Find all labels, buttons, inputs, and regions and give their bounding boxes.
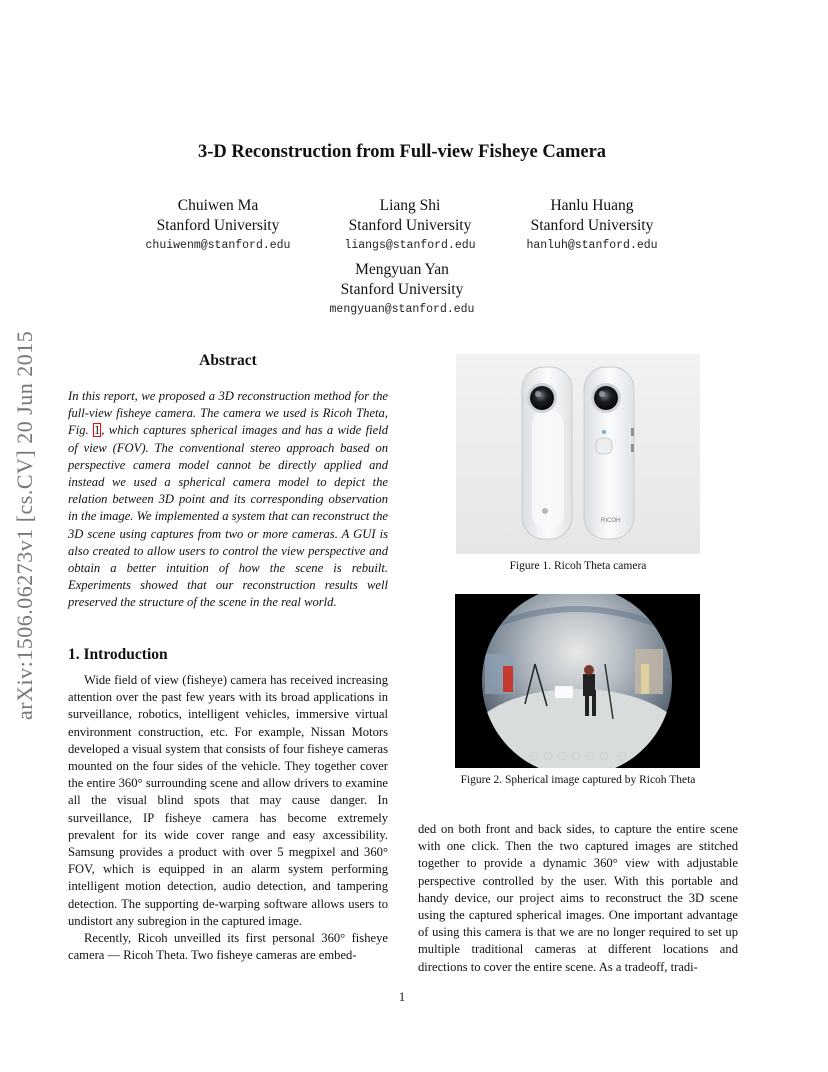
abstract-text-part: In this report, we proposed a 3D reconstruction method for the full-view fisheye camera. The camera we used is Ricoh Theta, Fig. [68,389,388,438]
introduction-left-column [68,672,388,964]
figure-2-caption: Figure 2. Spherical image captured by Ricoh Theta [460,774,696,786]
arxiv-stamp[interactable]: arXiv:1506.06273v1 [cs.CV] 20 Jun 2015 [12,330,37,720]
author-email[interactable]: hanluh@stanford.edu [526,239,658,252]
author-block [492,196,692,252]
author-affiliation: Stanford University [530,217,654,234]
author-block [302,260,502,316]
ricoh-theta-camera-illustration [456,354,700,554]
author-affiliation: Stanford University [156,217,280,234]
paper-title: 3-D Reconstruction from Full-view Fisheye Camera [197,142,607,162]
paragraph: ded on both front and back sides, to capture the entire scene with one click. Then the two captured images are stitched together to provide a dynamic 360° view with adjustable perspective controlled by the user. With this portable and handy device, our project aims to reconstruct the 3D scene using the captured spherical images. One important advantage of using this camera is that we are no longer required to set up multiple traditional cameras at different locations and directions to cover the entire scene. As a tradeoff, tradi- [418,822,738,974]
figure-1-camera-photo [456,354,700,554]
author-email[interactable]: liangs@stanford.edu [344,239,476,252]
introduction-right-column [418,821,738,976]
author-affiliation: Stanford University [340,281,464,298]
spherical-image-illustration [455,594,700,768]
author-name: Liang Shi [379,197,441,214]
abstract-text-part: , which captures spherical images and has a wide field of view (FOV). The conventional stereo approach based on perspective camera model cannot be directly applied and instead we used a spherical camera model to depict the relation between 3D point and its corresponding observation in the image. We implemented a system that can reconstruct the 3D scene using captures from two or more cameras. A GUI is also created to allow users to control the view perspective and obtain a better intuition of how the scene is rebuilt. Experiments showed that our reconstruction results well preserved the structure of the scene in the real world. [68,423,388,610]
author-affiliation: Stanford University [348,217,472,234]
figure-reference-link[interactable]: 1 [94,423,101,438]
author-email[interactable]: chuiwenm@stanford.edu [145,239,291,252]
paragraph: Recently, Ricoh unveilled its first personal 360° fisheye camera — Ricoh Theta. Two fisheye cameras are embed- [68,931,388,963]
camera-right [584,367,634,539]
paragraph: Wide field of view (fisheye) camera has received increasing attention over the past few years with its broad applications in surveillance, robotics, intelligent vehicles, immersive virtual environment construction, etc. For example, Nissan Motors developed a visual system that consists of four fisheye cameras mounted on the four sides of the vehicle. They together cover the entire 360° surrounding scene and allow drivers to examine all the visual blind spots that may cause danger. In surveillance, IP fisheye camera has become extremely prevalent for its wide cover range and easy axcessibility. Samsung provides a product with over 5 megpixel and 360° FOV, which is equipped in an alarm system performing intelligent motion detection, audio detection, and tampering detection. The supporting de-warping software allows users to undistort any subregion in the captured image. [68,673,388,928]
author-block [118,196,318,252]
figure-2-spherical-image [455,594,700,768]
author-name: Chuiwen Ma [177,197,259,214]
camera-left [522,367,572,539]
camera-brand-label: RICOH [601,518,621,524]
author-block [310,196,510,252]
figure-1-caption: Figure 1. Ricoh Theta camera [509,560,647,572]
author-email[interactable]: mengyuan@stanford.edu [329,303,475,316]
page-number: 1 [398,990,406,1004]
abstract-text [68,388,388,612]
author-name: Mengyuan Yan [355,261,449,278]
section-heading-introduction: 1. Introduction [68,646,168,663]
abstract-heading: Abstract [199,352,257,369]
author-name: Hanlu Huang [550,197,634,214]
